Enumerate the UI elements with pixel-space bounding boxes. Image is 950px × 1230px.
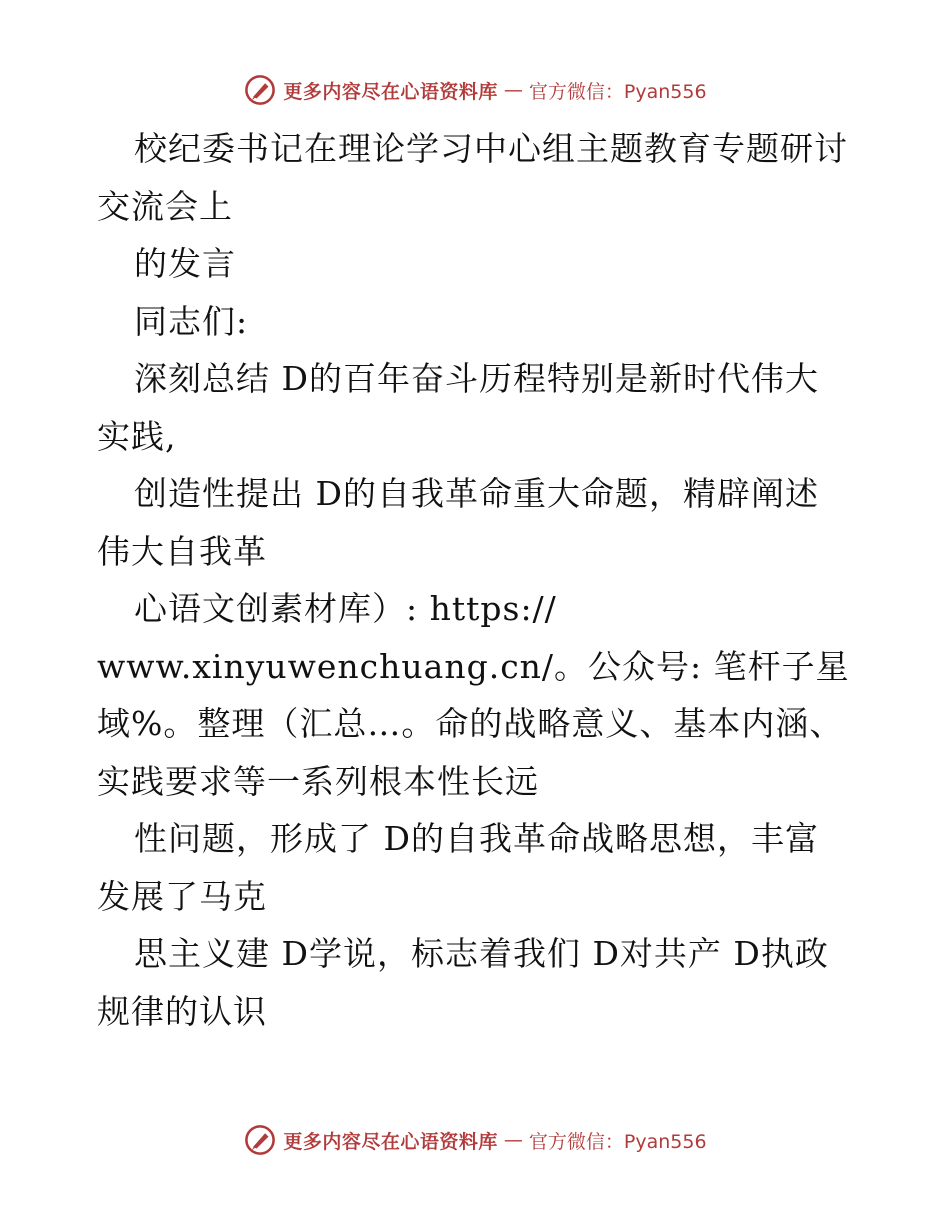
doc-line: 心语文创素材库）: https:// (134, 589, 557, 628)
doc-line: 交流会上 (97, 186, 233, 226)
banner-separator: — (503, 1129, 523, 1151)
banner-text: 更多内容尽在心语资料库 (283, 80, 498, 103)
banner-text: 更多内容尽在心语资料库 (283, 1130, 498, 1153)
doc-line: 发展了马克 (97, 876, 267, 916)
doc-line: 同志们: (134, 301, 249, 341)
doc-line: 实践要求等一系列根本性长远 (97, 761, 539, 801)
doc-line: 深刻总结 D的百年奋斗历程特别是新时代伟大 (134, 359, 819, 398)
pen-quill-logo-icon (243, 1123, 277, 1157)
doc-line: 创造性提出 D的自我革命重大命题，精辟阐述 (134, 474, 819, 513)
doc-line: 伟大自我革 (97, 531, 267, 571)
header-banner-content (243, 73, 706, 107)
doc-line: www.xinyuwenchuang.cn/。公众号: 笔杆子星 (97, 646, 850, 686)
doc-line: 校纪委书记在理论学习中心组主题教育专题研讨 (134, 129, 848, 168)
doc-line: 的发言 (134, 244, 236, 283)
doc-line: 实践, (97, 416, 177, 456)
doc-line: 域%。整理（汇总…。命的战略意义、基本内涵、 (97, 704, 844, 743)
banner-contact: 官方微信：Pyan556 (528, 80, 707, 103)
footer-banner-content (243, 1123, 706, 1157)
doc-line: 规律的认识 (97, 991, 267, 1031)
document-body (97, 120, 867, 1040)
banner-separator: — (503, 79, 523, 101)
pen-quill-logo-icon (243, 73, 277, 107)
doc-line: 思主义建 D学说，标志着我们 D对共产 D执政 (134, 934, 829, 973)
banner-contact: 官方微信：Pyan556 (528, 1130, 707, 1153)
header-banner (0, 70, 950, 110)
doc-line: 性问题，形成了 D的自我革命战略思想，丰富 (134, 819, 819, 858)
footer-banner (0, 1120, 950, 1160)
